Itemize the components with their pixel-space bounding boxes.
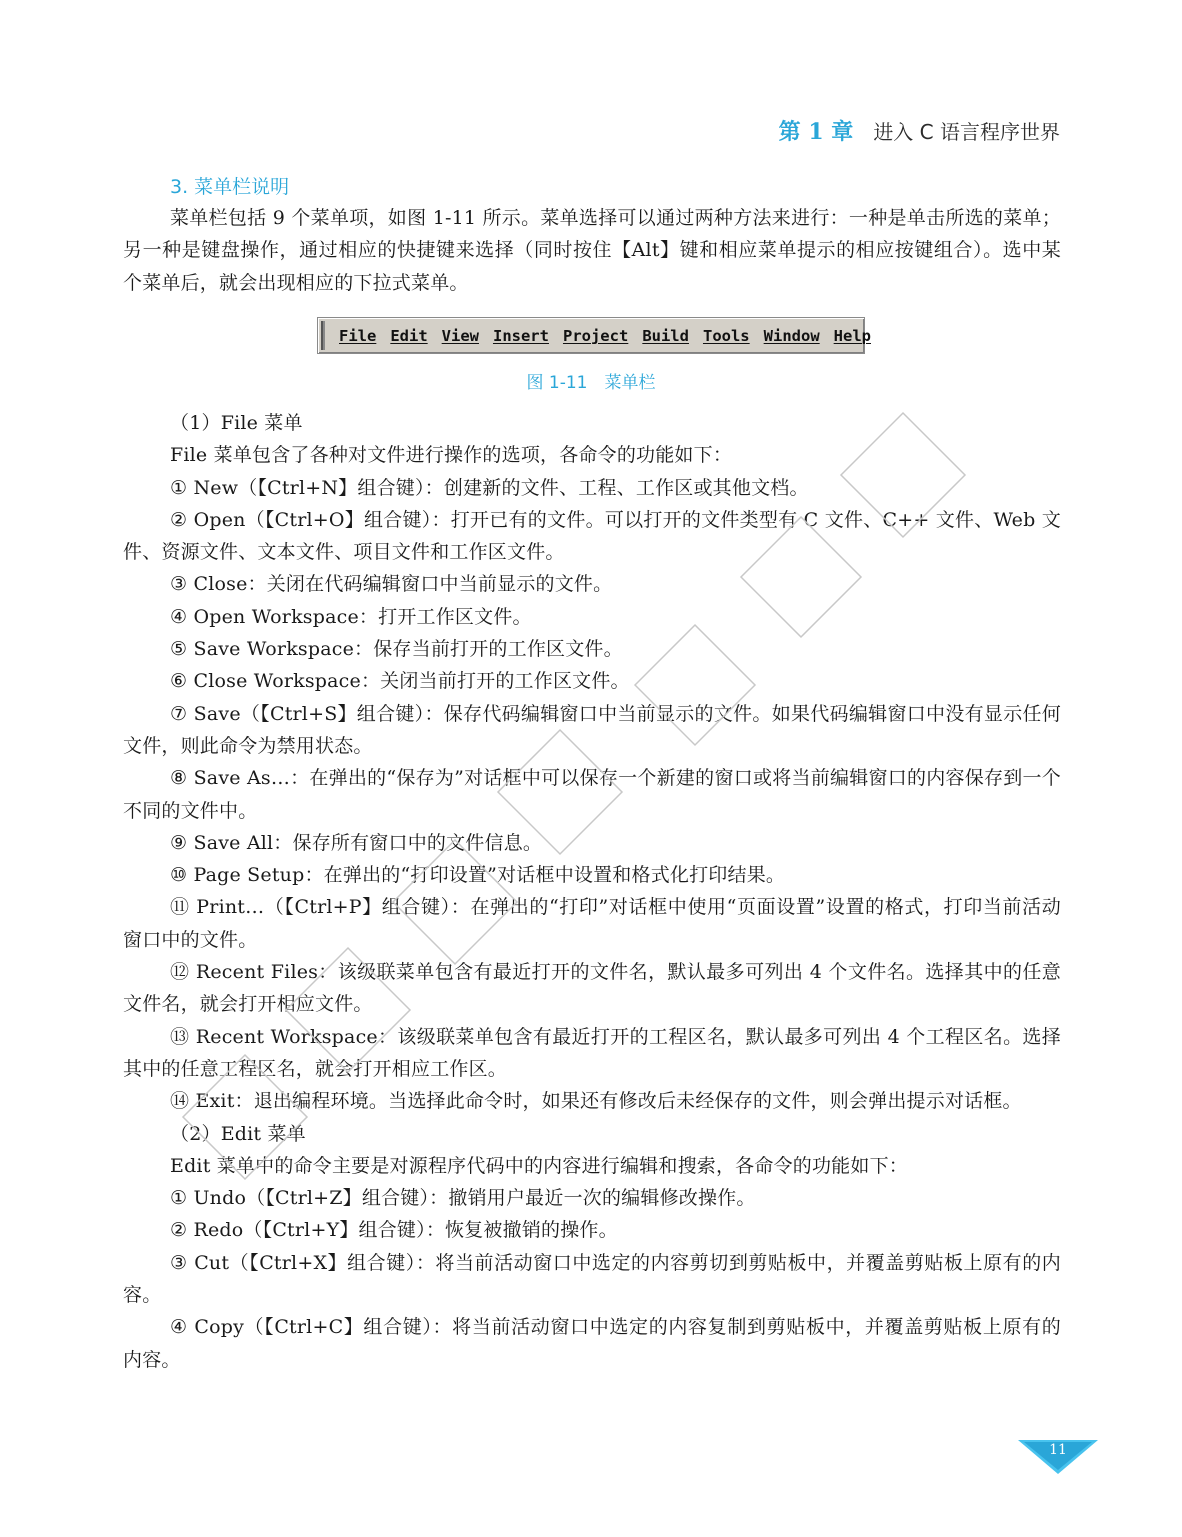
paragraph: ⑫ Recent Files：该级联菜单包含有最近打开的文件名，默认最多可列出 4 个文件名。选择其中的任意文件名，就会打开相应文件。 (123, 961, 1061, 1016)
toolbar-grip-icon (321, 321, 325, 350)
paragraph: ② Open（【Ctrl+O】组合键）：打开已有的文件。可以打开的文件类型有 C 文件、C++ 文件、Web 文件、资源文件、文本文件、项目文件和工作区文件。 (123, 508, 1061, 564)
paragraph: （2）Edit 菜单 (170, 1122, 306, 1145)
body-text (123, 407, 1061, 1376)
intro-paragraph: 菜单栏包括 9 个菜单项，如图 1-11 所示。菜单选择可以通过两种方法来进行：一种是单击所选的菜单；另一种是键盘操作，通过相应的快捷键来选择（同时按住【Alt】键和相应菜单提示的相应按键组合）。选中某个菜单后，就会出现相应的下拉式菜单。 (123, 207, 1061, 294)
menu-file: File (339, 326, 377, 345)
menubar-figure (317, 317, 871, 354)
paragraph: ⑬ Recent Workspace：该级联菜单包含有最近打开的工程区名，默认最多可列出 4 个工程区名。选择其中的任意工程区名，就会打开相应工作区。 (123, 1025, 1061, 1080)
paragraph: ④ Copy（【Ctrl+C】组合键）：将当前活动窗口中选定的内容复制到剪贴板中，并覆盖剪贴板上原有的内容。 (123, 1316, 1061, 1371)
menu-insert: Insert (492, 326, 549, 345)
menu-build: Build (642, 326, 689, 345)
paragraph: ① Undo（【Ctrl+Z】组合键）：撤销用户最近一次的编辑修改操作。 (170, 1187, 756, 1210)
chapter-title: 进入 C 语言程序世界 (873, 120, 1060, 144)
menu-help: Help (833, 326, 871, 345)
paragraph: ⑪ Print…（【Ctrl+P】组合键）：在弹出的“打印”对话框中使用“页面设置”设置的格式，打印当前活动窗口中的文件。 (123, 896, 1061, 951)
page-number: 11 (1049, 1442, 1067, 1458)
paragraph: ⑤ Save Workspace：保存当前打开的工作区文件。 (170, 638, 623, 661)
paragraph: ④ Open Workspace：打开工作区文件。 (170, 605, 532, 628)
paragraph: ⑨ Save All：保存所有窗口中的文件信息。 (170, 831, 543, 854)
paragraph: ⑥ Close Workspace：关闭当前打开的工作区文件。 (170, 670, 630, 693)
intro-block (123, 202, 1061, 299)
running-header (779, 115, 1060, 147)
paragraph: （1）File 菜单 (170, 412, 303, 434)
menu-project: Project (562, 326, 629, 345)
paragraph: ⑭ Exit：退出编程环境。当选择此命令时，如果还有修改后未经保存的文件，则会弹出提示对话框。 (170, 1090, 1022, 1113)
paragraph: ⑧ Save As…：在弹出的“保存为”对话框中可以保存一个新建的窗口或将当前编辑窗口的内容保存到一个不同的文件中。 (123, 767, 1061, 822)
section-heading: 3. 菜单栏说明 (170, 176, 290, 198)
paragraph: ⑩ Page Setup：在弹出的“打印设置”对话框中设置和格式化打印结果。 (170, 864, 786, 887)
menu-view: View (441, 326, 479, 345)
paragraph: ⑦ Save（【Ctrl+S】组合键）：保存代码编辑窗口中当前显示的文件。如果代码编辑窗口中没有显示任何文件，则此命令为禁用状态。 (123, 702, 1061, 757)
paragraph: ③ Close：关闭在代码编辑窗口中当前显示的文件。 (170, 573, 613, 596)
paragraph: Edit 菜单中的命令主要是对源程序代码中的内容进行编辑和搜索，各命令的功能如下： (170, 1154, 908, 1177)
paragraph: ① New（【Ctrl+N】组合键）：创建新的文件、工程、工作区或其他文档。 (170, 476, 809, 499)
menu-tools: Tools (702, 326, 750, 345)
paragraph: ② Redo（【Ctrl+Y】组合键）：恢复被撤销的操作。 (170, 1219, 618, 1242)
paragraph: ③ Cut（【Ctrl+X】组合键）：将当前活动窗口中选定的内容剪切到剪贴板中，并覆盖剪贴板上原有的内容。 (123, 1251, 1061, 1307)
paragraph: File 菜单包含了各种对文件进行操作的选项，各命令的功能如下： (170, 444, 733, 467)
menu-window: Window (763, 326, 820, 345)
chapter-number: 第 1 章 (778, 119, 854, 145)
figure-caption: 图 1-11 菜单栏 (526, 373, 656, 393)
menu-edit: Edit (390, 326, 428, 345)
